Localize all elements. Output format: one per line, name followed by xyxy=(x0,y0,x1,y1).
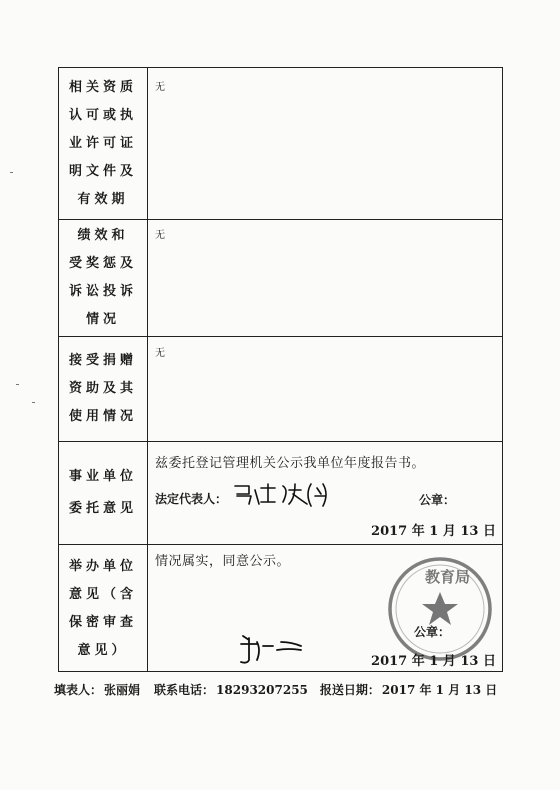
label-line: 资助及其 xyxy=(68,380,137,396)
filler-name: 张丽娟 xyxy=(104,683,141,697)
label-line: 明文件及 xyxy=(68,163,137,179)
form-footer xyxy=(54,681,499,698)
scan-speck xyxy=(10,172,13,173)
label-line: 认可或执 xyxy=(68,107,137,123)
label-line: 接受捐赠 xyxy=(68,352,137,368)
label-line: 受奖惩及 xyxy=(68,255,137,271)
phone-label: 联系电话： xyxy=(154,683,215,697)
row-label-donations xyxy=(59,336,147,441)
label-line: 委托意见 xyxy=(68,500,137,516)
label-line: 情况 xyxy=(85,311,120,327)
column-divider xyxy=(147,68,148,671)
label-line: 意见） xyxy=(77,642,129,658)
qualification-value: 无 xyxy=(155,82,165,93)
label-line: 事业单位 xyxy=(68,468,137,484)
submit-date: 2017 年 1 月 13 日 xyxy=(381,683,498,697)
label-line: 意见（含 xyxy=(68,586,137,602)
donations-value: 无 xyxy=(155,348,165,359)
entrust-seal-label: 公章： xyxy=(419,493,456,507)
label-line: 诉讼投诉 xyxy=(68,283,137,299)
legal-rep-signature xyxy=(231,480,331,510)
sponsor-date: 2017 年 1 月 13 日 xyxy=(371,654,496,669)
label-line: 使用情况 xyxy=(68,408,137,424)
label-line: 保密审查 xyxy=(68,614,137,630)
label-line: 相关资质 xyxy=(68,79,137,95)
filler-label: 填表人： xyxy=(54,683,103,697)
label-line: 业许可证 xyxy=(68,135,137,151)
entrust-date: 2017 年 1 月 13 日 xyxy=(371,524,496,539)
row-label-sponsor xyxy=(59,544,147,673)
label-line: 有效期 xyxy=(77,191,129,207)
label-line: 绩效和 xyxy=(77,227,129,243)
phone-number: 18293207255 xyxy=(216,683,308,697)
scan-speck xyxy=(16,384,19,385)
report-table xyxy=(58,67,503,672)
row-label-performance xyxy=(59,219,147,336)
official-seal-stamp xyxy=(385,554,495,664)
scan-speck xyxy=(32,402,35,403)
row-label-entrust xyxy=(59,441,147,544)
sponsor-seal-label: 公章： xyxy=(414,625,451,639)
performance-value: 无 xyxy=(155,230,165,241)
sponsor-statement: 情况属实，同意公示。 xyxy=(155,554,291,569)
legal-rep-label: 法定代表人： xyxy=(155,492,228,506)
seal-text: 教育局 xyxy=(425,568,471,586)
entrust-statement: 兹委托登记管理机关公示我单位年度报告书。 xyxy=(155,456,426,471)
submit-date-label: 报送日期： xyxy=(319,683,380,697)
row-label-qualification xyxy=(59,68,147,219)
sponsor-signature xyxy=(237,628,307,668)
label-line: 举办单位 xyxy=(68,558,137,574)
